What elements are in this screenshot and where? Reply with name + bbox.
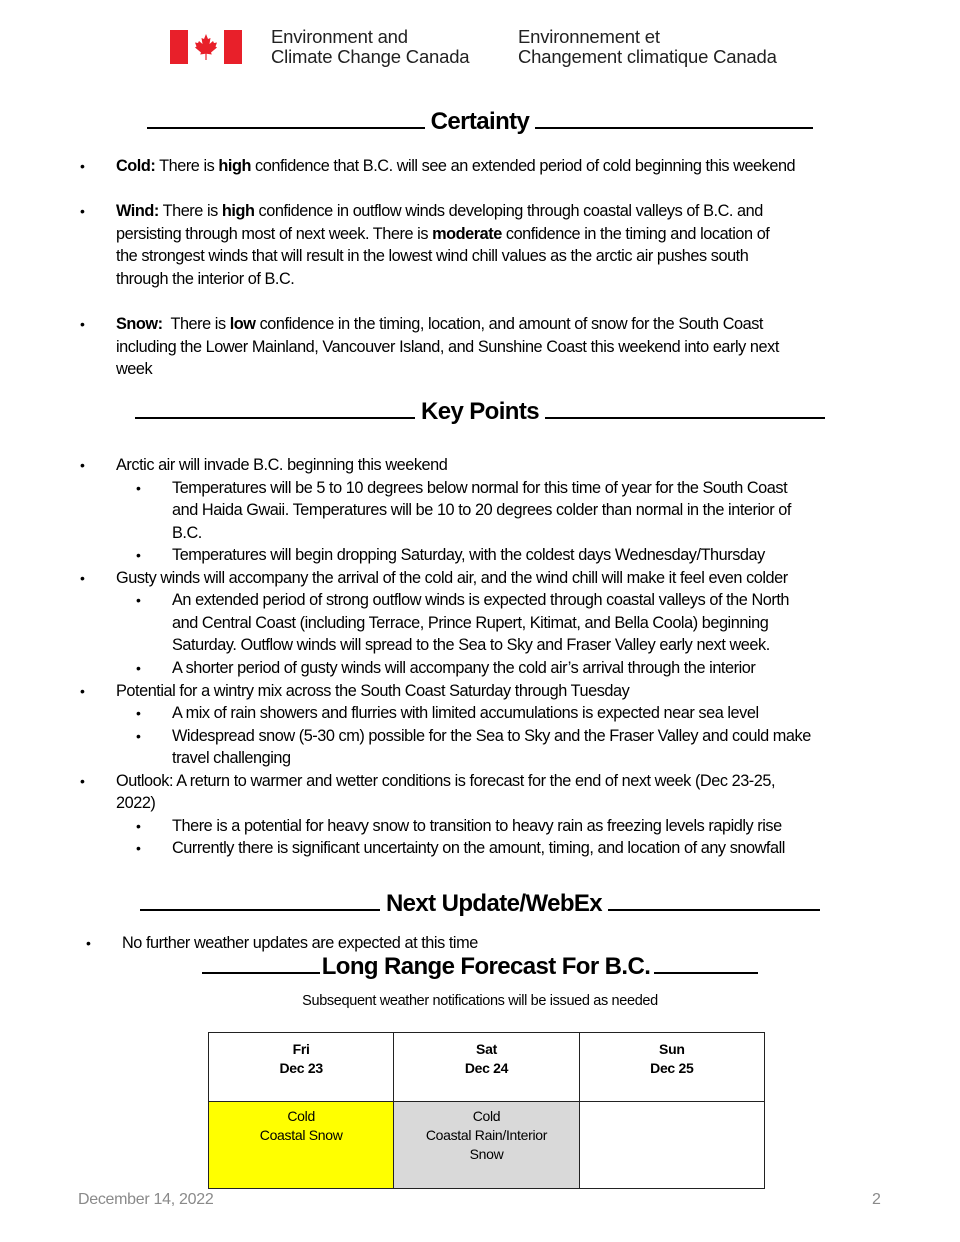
heading-rule [545, 399, 825, 419]
day-name: Fri [292, 1041, 310, 1057]
key-points-heading [0, 398, 960, 426]
condition-line: Cold [287, 1108, 315, 1124]
bullet-icon: • [80, 569, 85, 586]
key-point-subline: An extended period of strong outflow winds is expected through coastal valleys of the North [172, 591, 790, 610]
forecast-cell [579, 1102, 764, 1189]
key-point-subline: travel challenging [172, 749, 291, 768]
heading-rule [608, 891, 820, 911]
page-number: 2 [872, 1191, 881, 1208]
condition-line: Snow [469, 1146, 504, 1162]
certainty-item-line: week [116, 360, 153, 378]
bullet-icon: • [136, 727, 141, 744]
forecast-day-header [394, 1033, 579, 1102]
forecast-cell [209, 1102, 394, 1189]
heading-rule [202, 954, 320, 974]
certainty-item-line: through the interior of B.C. [116, 269, 295, 288]
bullet-icon: • [80, 772, 85, 789]
heading-text: Long Range Forecast For B.C. [321, 953, 651, 980]
certainty-label: Snow: [116, 315, 163, 333]
flag-bar-left [170, 30, 188, 64]
bullet-icon: • [80, 158, 85, 174]
heading-rule [147, 109, 425, 129]
department-en-line: Climate Change Canada [271, 46, 470, 67]
next-update-heading [0, 890, 960, 918]
department-name-english [271, 27, 469, 67]
condition-line: Coastal Rain/Interior [425, 1127, 548, 1143]
bullet-icon: • [80, 457, 85, 473]
key-point-subline: B.C. [172, 523, 202, 542]
bullet-icon: • [136, 479, 141, 496]
key-point-subline: Widespread snow (5-30 cm) possible for the Sea to Sky and the Fraser Valley and could make [172, 726, 811, 745]
key-point-line: Gusty winds will accompany the arrival of the cold air, and the wind chill will make it feel even colder [116, 568, 788, 587]
department-fr-line: Environnement et [518, 26, 660, 47]
long-range-forecast-table [208, 1032, 765, 1189]
footer-date: December 14, 2022 [78, 1191, 214, 1208]
heading-text: Certainty [430, 108, 530, 135]
long-range-heading [0, 953, 960, 981]
forecast-header-row [209, 1033, 765, 1102]
key-point-subline: A mix of rain showers and flurries with limited accumulations is expected near sea level [172, 704, 759, 723]
heading-rule [654, 954, 758, 974]
key-point-subline: and Haida Gwaii. Temperatures will be 10 to 20 degrees colder than normal in the interior of [172, 501, 791, 520]
bullet-icon: • [80, 682, 85, 699]
key-point-subline: There is a potential for heavy snow to transition to heavy rain as freezing levels rapidly rise [172, 816, 782, 835]
heading-text: Key Points [420, 398, 540, 425]
next-update-item: No further weather updates are expected at this time [122, 934, 478, 952]
day-name: Sat [476, 1041, 497, 1057]
heading-rule [535, 109, 813, 129]
bullet-icon: • [136, 840, 141, 857]
certainty-item-line: Cold: There is high confidence that B.C. will see an extended period of cold beginning this weekend [116, 157, 796, 175]
confidence-level: high [221, 202, 255, 220]
confidence-level: high [218, 157, 251, 175]
forecast-conditions-row [209, 1102, 765, 1189]
department-fr-line: Changement climatique Canada [518, 46, 777, 67]
bullet-icon: • [136, 547, 141, 564]
condition-line: Coastal Snow [259, 1127, 343, 1143]
certainty-item-line: Wind: There is high confidence in outflow winds developing through coastal valleys of B.C. and [116, 202, 763, 220]
day-date: Dec 24 [464, 1060, 509, 1076]
maple-leaf-icon [194, 33, 218, 61]
day-date: Dec 23 [279, 1060, 323, 1076]
forecast-day-header [579, 1033, 764, 1102]
key-point-line: Outlook: A return to warmer and wetter conditions is forecast for the end of next week (Dec 23-25, [116, 771, 776, 790]
heading-text: Next Update/WebEx [385, 890, 603, 917]
certainty-item-line: persisting through most of next week. There is moderate confidence in the timing and location of [116, 224, 770, 243]
certainty-label: Cold: [116, 157, 156, 175]
bullet-icon: • [136, 705, 141, 722]
bullet-icon: • [136, 817, 141, 834]
key-point-subline: and Central Coast (including Terrace, Prince Rupert, Kitimat, and Bella Coola) beginning [172, 613, 769, 632]
key-point-line: 2022) [116, 794, 156, 813]
confidence-level: low [229, 315, 256, 333]
heading-rule [140, 891, 380, 911]
forecast-day-header [209, 1033, 394, 1102]
key-point-subline: Saturday. Outflow winds will spread to the Sea to Sky and Fraser Valley early next week. [172, 636, 770, 655]
certainty-heading [0, 108, 960, 136]
confidence-level: moderate [432, 224, 502, 243]
bullet-icon: • [136, 659, 141, 676]
key-point-line: Arctic air will invade B.C. beginning this weekend [116, 456, 448, 474]
forecast-cell [394, 1102, 579, 1189]
day-date: Dec 25 [650, 1060, 694, 1076]
bullet-icon: • [86, 935, 91, 951]
canada-flag-icon [170, 30, 242, 64]
department-name-french [518, 27, 777, 67]
bullet-icon: • [80, 316, 85, 332]
long-range-subtitle: Subsequent weather notifications will be issued as needed [302, 993, 658, 1009]
certainty-label: Wind: [116, 202, 159, 220]
heading-rule [135, 399, 415, 419]
certainty-item-line: including the Lower Mainland, Vancouver Island, and Sunshine Coast this weekend into early next [116, 337, 779, 356]
bullet-icon: • [136, 592, 141, 609]
flag-bar-right [224, 30, 242, 64]
bullet-icon: • [80, 203, 85, 219]
key-point-line: Potential for a wintry mix across the South Coast Saturday through Tuesday [116, 681, 630, 700]
certainty-item-line: Snow: There is low confidence in the timing, location, and amount of snow for the South Coast [116, 315, 764, 333]
key-point-subline: Temperatures will be 5 to 10 degrees below normal for this time of year for the South Coast [172, 478, 788, 497]
key-point-subline: Temperatures will begin dropping Saturday, with the coldest days Wednesday/Thursday [172, 546, 765, 565]
day-name: Sun [659, 1041, 685, 1057]
key-point-subline: Currently there is significant uncertainty on the amount, timing, and location of any snowfall [172, 839, 785, 858]
certainty-item-line: the strongest winds that will result in the lowest wind chill values as the arctic air pushes south [116, 247, 749, 265]
key-point-subline: A shorter period of gusty winds will accompany the cold air’s arrival through the interior [172, 658, 756, 677]
department-en-line: Environment and [271, 26, 408, 47]
condition-line: Cold [472, 1108, 501, 1124]
